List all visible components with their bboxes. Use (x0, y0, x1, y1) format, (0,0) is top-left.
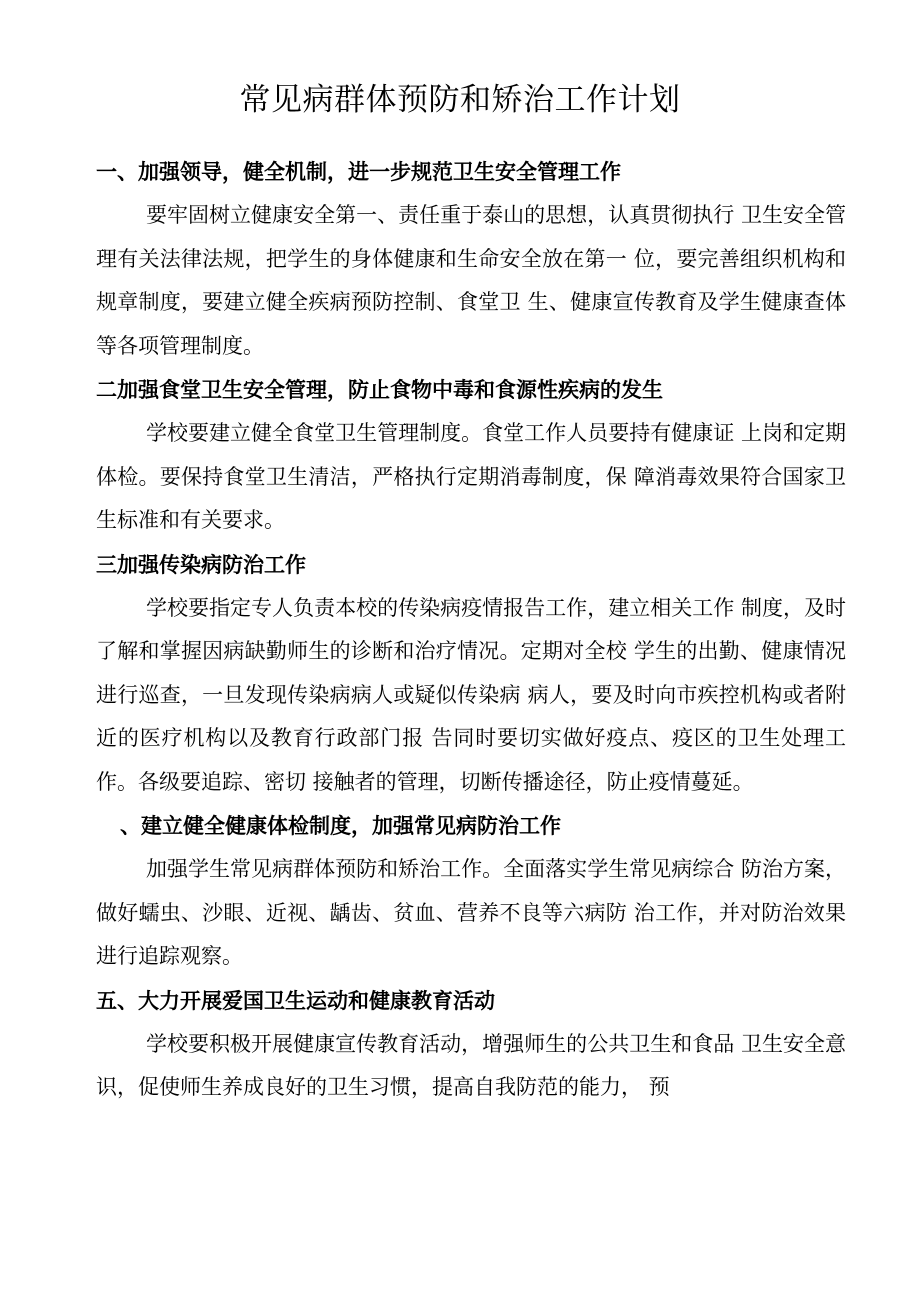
section-paragraph: 学校要指定专人负责本校的传染病疫情报告工作，建立相关工作 制度，及时了解和掌握因病缺勤师生的诊断和治疗情况。定期对全校 学生的出勤、健康情况进行巡查，一旦发现传染病病人或疑似传染病 病人，要及时向市疾控机构或者附近的医疗机构以及教育行政部门报 告同时要切实做好疫点、疫区的卫生处理工作。各级要追踪、密切 接触者的管理，切断传播途径，防止疫情蔓延。 (96, 595, 846, 794)
section-paragraph: 要牢固树立健康安全第一、责任重于泰山的思想，认真贯彻执行 卫生安全管理有关法律法规，把学生的身体健康和生命安全放在第一 位，要完善组织机构和规章制度，要建立健全疾病预防控制、食堂卫 生、健康宣传教育及学生健康查体等各项管理制度。 (96, 203, 846, 358)
section-2 (96, 368, 846, 543)
section-heading: 三加强传染病防治工作 (96, 552, 306, 577)
section-1 (96, 150, 846, 368)
document-content (96, 150, 846, 1110)
section-3 (96, 543, 846, 805)
section-paragraph: 加强学生常见病群体预防和矫治工作。全面落实学生常见病综合 防治方案，做好蠕虫、沙眼、近视、龋齿、贫血、营养不良等六病防 治工作，并对防治效果进行追踪观察。 (96, 857, 846, 968)
section-paragraph: 学校要积极开展健康宣传教育活动，增强师生的公共卫生和食品 卫生安全意识，促使师生养成良好的卫生习惯，提高自我防范的能力， 预 (96, 1031, 846, 1099)
section-heading: 一、加强领导，健全机制，进一步规范卫生安全管理工作 (96, 160, 621, 184)
section-5 (96, 979, 846, 1110)
document-title: 常见病群体预防和矫治工作计划 (239, 82, 681, 118)
section-heading: 五、大力开展爱国卫生运动和健康教育活动 (96, 988, 495, 1013)
section-paragraph: 学校要建立健全食堂卫生管理制度。食堂工作人员要持有健康证 上岗和定期体检。要保持食堂卫生清洁，严格执行定期消毒制度，保 障消毒效果符合国家卫生标准和有关要求。 (96, 421, 846, 532)
section-4 (96, 804, 846, 979)
section-heading: 二加强食堂卫生安全管理，防止食物中毒和食源性疾病的发生 (96, 378, 663, 402)
section-heading: 、建立健全健康体检制度，加强常见病防治工作 (120, 814, 561, 838)
